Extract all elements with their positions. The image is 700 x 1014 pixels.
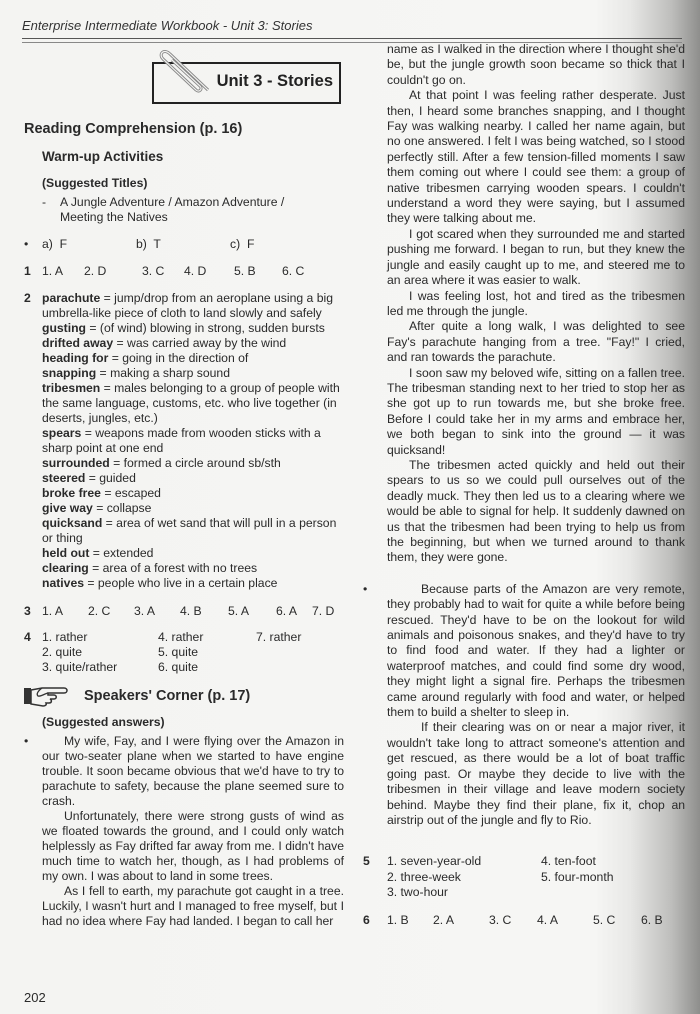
unit-title: Unit 3 - Stories <box>216 72 333 90</box>
tf-value: F <box>246 237 255 251</box>
answer: 1. A <box>42 604 64 618</box>
answer: 4. rather <box>158 630 204 644</box>
answer: 4. B <box>180 604 202 618</box>
glossary-definition: guided <box>99 471 136 485</box>
equals-sign: = <box>89 546 104 560</box>
glossary-definition: area of a forest with no trees <box>102 561 258 575</box>
glossary-definition: area of wet sand that will pull in a person or thing <box>42 516 337 545</box>
story-paragraph: If their clearing was on or near a major river, it wouldn't take long to attract someone's attention and get rescued, as there would be a lot of boat traffic going past. Or maybe they decide to live with the tribesmen in their village and leave modern society behind. Maybe they find their plane, fix it, chop an airstrip out of the jungle and fly to Rio. <box>387 720 685 827</box>
story-paragraph: I was feeling lost, hot and tired as the tribesmen led me through the jungle. <box>387 288 685 318</box>
story-1-continued <box>387 42 685 566</box>
paperclip-icon <box>158 44 212 94</box>
story-1-text <box>42 734 344 929</box>
glossary-entry <box>42 366 340 381</box>
titles-line: A Jungle Adventure / Amazon Adventure / <box>60 195 285 209</box>
answer: 1. seven-year-old <box>387 854 482 869</box>
story-paragraph: Unfortunately, there were strong gusts of wind as we floated towards the ground, and I could only watch helplessly as Fay drifted far away from me. I didn't have much time to watch her, though, as I had problems of my own. I was about to land in some trees. <box>42 809 344 883</box>
glossary-definition: making a sharp sound <box>110 366 230 380</box>
running-header: Enterprise Intermediate Workbook - Unit 3: Stories <box>22 18 313 33</box>
glossary-term: held out <box>42 546 90 560</box>
answer: 7. rather <box>256 630 302 644</box>
glossary <box>42 291 340 591</box>
glossary-entry <box>42 291 340 321</box>
answer: 5. A <box>228 604 250 618</box>
equals-sign: = <box>86 321 100 335</box>
answer: 1. B <box>387 912 409 927</box>
glossary-definition: (of wind) blowing in strong, sudden bursts <box>99 321 325 335</box>
answer: 3. two-hour <box>387 885 448 900</box>
story-paragraph: The tribesmen acted quickly and held out their spears to us so we could pull ourselves out of the deadly muck. They then led us to a clearing where we would be able to signal for help. It suddenly dawned on us that the tribesmen had been trying to help us from the beginning, but when we turned around to thank them, they were gone. <box>387 457 685 565</box>
warmup-heading: Warm-up Activities <box>42 149 164 164</box>
glossary-definition: people who live in a certain place <box>97 576 278 590</box>
glossary-term: natives <box>42 576 85 590</box>
glossary-term: heading for <box>42 351 109 365</box>
exercise-2 <box>24 291 344 591</box>
exercise-number: 4 <box>24 630 31 644</box>
equals-sign: = <box>109 456 124 470</box>
story-paragraph: I got scared when they surrounded me and started pushing me forward. I began to run, but they knew the jungle and easily caught up to me, and steered me to an area where it was easier to walk. <box>387 226 685 288</box>
story-paragraph: As I fell to earth, my parachute got caught in a tree. Luckily, I wasn't hurt and I managed to free myself, but I had no idea where Fay had landed. I began to call her <box>42 884 344 928</box>
suggested-answers-label-wrap <box>24 715 344 730</box>
suggested-titles <box>42 195 344 225</box>
glossary-term: drifted away <box>42 336 114 350</box>
glossary-definition: males belonging to a group of people with the same language, customs, etc. who live together (in deserts, jungles, etc.) <box>42 381 340 425</box>
glossary-entry <box>42 336 340 351</box>
glossary-definition: collapse <box>106 501 152 515</box>
answer: 6. B <box>641 912 663 927</box>
equals-sign: = <box>92 501 107 515</box>
reading-heading: Reading Comprehension (p. 16) <box>24 121 243 137</box>
left-column <box>24 122 344 929</box>
glossary-term: snapping <box>42 366 97 380</box>
story-2-text <box>387 582 685 829</box>
glossary-term: spears <box>42 426 82 440</box>
exercise-1 <box>24 264 344 279</box>
speakers-corner-heading: Speakers' Corner (p. 17) <box>84 687 251 704</box>
suggested-answers-label: (Suggested answers) <box>42 715 165 729</box>
pointing-hand-icon <box>24 685 68 707</box>
true-false-answers <box>24 237 344 252</box>
glossary-term: clearing <box>42 561 89 575</box>
story-paragraph: At that point I was feeling rather desperate. Just then, I heard some branches snapping, and I thought Fay was walking nearby. I called her name again, but no one answered. I felt I was being watched, so I stood perfectly still. After a few tension-filled moments I saw them coming out where I could see them: a group of native tribesmen carrying wooden spears. I couldn't understand a word they were saying, but I assumed they were talking about me. <box>387 88 685 226</box>
story-2 <box>363 582 685 829</box>
answer: 6. quite <box>158 660 198 674</box>
answer: 4. ten-foot <box>541 854 596 869</box>
answer: 2. quite <box>42 645 82 659</box>
glossary-term: steered <box>42 471 86 485</box>
speakers-corner-heading-row <box>24 685 344 707</box>
glossary-entry <box>42 351 340 366</box>
glossary-term: give way <box>42 501 93 515</box>
glossary-definition: was carried away by the wind <box>127 336 287 350</box>
story-1 <box>24 734 344 929</box>
answer: 4. D <box>184 264 207 278</box>
tf-value: T <box>153 237 161 251</box>
glossary-entry <box>42 321 340 336</box>
answer: 3. A <box>134 604 156 618</box>
tf-label: b) <box>136 237 147 251</box>
glossary-entry <box>42 516 340 546</box>
answer: 5. B <box>234 264 256 278</box>
bullet: • <box>24 237 29 251</box>
suggested-titles-label: (Suggested Titles) <box>42 176 148 190</box>
tf-label: c) <box>230 237 241 251</box>
tf-answer <box>136 237 230 252</box>
equals-sign: = <box>84 576 98 590</box>
glossary-definition: jump/drop from an aeroplane using a big umbrella-like piece of cloth to land slowly and safely <box>42 291 333 320</box>
glossary-term: tribesmen <box>42 381 101 395</box>
titles-line: Meeting the Natives <box>60 210 168 224</box>
answer: 6. C <box>282 264 305 278</box>
glossary-term: parachute <box>42 291 101 305</box>
equals-sign: = <box>113 336 128 350</box>
story-paragraph: My wife, Fay, and I were flying over the Amazon in our two-seater plane when we started to have engine trouble. It soon became obvious that we'd have to try to parachute to safety, because the plane seemed sure to crash. <box>42 734 344 808</box>
glossary-entry <box>42 456 340 471</box>
glossary-definition: going in the direction of <box>122 351 249 365</box>
answer: 2. three-week <box>387 869 461 884</box>
equals-sign: = <box>102 516 117 530</box>
answer: 2. A <box>433 912 455 927</box>
glossary-term: broke free <box>42 486 101 500</box>
bullet: • <box>363 581 368 596</box>
glossary-entry <box>42 546 340 561</box>
glossary-term: surrounded <box>42 456 110 470</box>
story-paragraph: name as I walked in the direction where I thought she'd be, but the jungle growth soon became so thick that I couldn't go on. <box>387 42 685 87</box>
answer: 5. quite <box>158 645 198 659</box>
answer: 5. C <box>593 912 616 927</box>
glossary-entry <box>42 561 340 576</box>
glossary-entry <box>42 381 340 426</box>
exercise-number: 1 <box>24 264 31 278</box>
exercise-number: 6 <box>363 912 370 927</box>
exercise-5 <box>363 854 685 900</box>
story-paragraph: Because parts of the Amazon are very remote, they probably had to wait for quite a while before being rescued. They'd have to be on the lookout for wild animals and poisonous snakes, and they'd have to try to find food and water. If they had a lighter or waterproof matches, and could find some dry wood, they might light a signal fire. Perhaps the tribesmen came around regularly with food and water, or helped them to build a shelter to sleep in. <box>387 581 685 720</box>
glossary-term: gusting <box>42 321 87 335</box>
header-rule <box>22 38 682 39</box>
exercise-number: 2 <box>24 291 31 305</box>
answer: 1. rather <box>42 630 88 644</box>
tf-answer <box>230 237 254 252</box>
answer: 2. D <box>84 264 107 278</box>
story-paragraph: After quite a long walk, I was delighted to see Fay's parachute hanging from a tree. "Fay!" I cried, and ran towards the parachute. <box>387 319 685 365</box>
answer: 1. A <box>42 264 64 278</box>
page-number: 202 <box>24 990 46 1005</box>
glossary-definition: escaped <box>114 486 161 500</box>
exercise-4 <box>24 630 344 675</box>
equals-sign: = <box>96 366 111 380</box>
equals-sign: = <box>81 426 96 440</box>
answer: 3. C <box>142 264 165 278</box>
equals-sign: = <box>88 561 103 575</box>
exercise-6 <box>363 913 685 928</box>
exercise-3 <box>24 604 344 619</box>
answer: 7. D <box>312 604 335 618</box>
answer: 6. A <box>276 604 298 618</box>
equals-sign: = <box>100 381 115 395</box>
equals-sign: = <box>108 351 123 365</box>
answer: 3. quite/rather <box>42 660 118 674</box>
tf-value: F <box>59 237 68 251</box>
equals-sign: = <box>100 486 115 500</box>
tf-answer <box>42 237 136 252</box>
equals-sign: = <box>100 291 115 305</box>
answer: 2. C <box>88 604 111 618</box>
story-paragraph: I soon saw my beloved wife, sitting on a fallen tree. The tribesman standing next to her tried to stop her as she got up to run towards me, but she broke free. Before I could take her in my arms and embrace her, we both began to sink into the ground — it was quicksand! <box>387 365 685 457</box>
dash: - <box>42 195 47 209</box>
glossary-entry <box>42 426 340 456</box>
exercise-number: 3 <box>24 604 31 618</box>
answer: 5. four-month <box>541 869 614 884</box>
answer: 4. A <box>537 912 559 927</box>
glossary-entry <box>42 576 340 591</box>
glossary-definition: extended <box>103 546 154 560</box>
exercise-number: 5 <box>363 854 370 869</box>
equals-sign: = <box>85 471 100 485</box>
glossary-entry <box>42 501 340 516</box>
glossary-entry <box>42 471 340 486</box>
glossary-entry <box>42 486 340 501</box>
right-column <box>363 42 685 928</box>
glossary-definition: formed a circle around sb/sth <box>123 456 281 470</box>
tf-label: a) <box>42 237 53 251</box>
bullet: • <box>24 734 29 748</box>
glossary-definition: weapons made from wooden sticks with a sharp point at one end <box>42 426 321 455</box>
glossary-term: quicksand <box>42 516 103 530</box>
answer: 3. C <box>489 912 512 927</box>
